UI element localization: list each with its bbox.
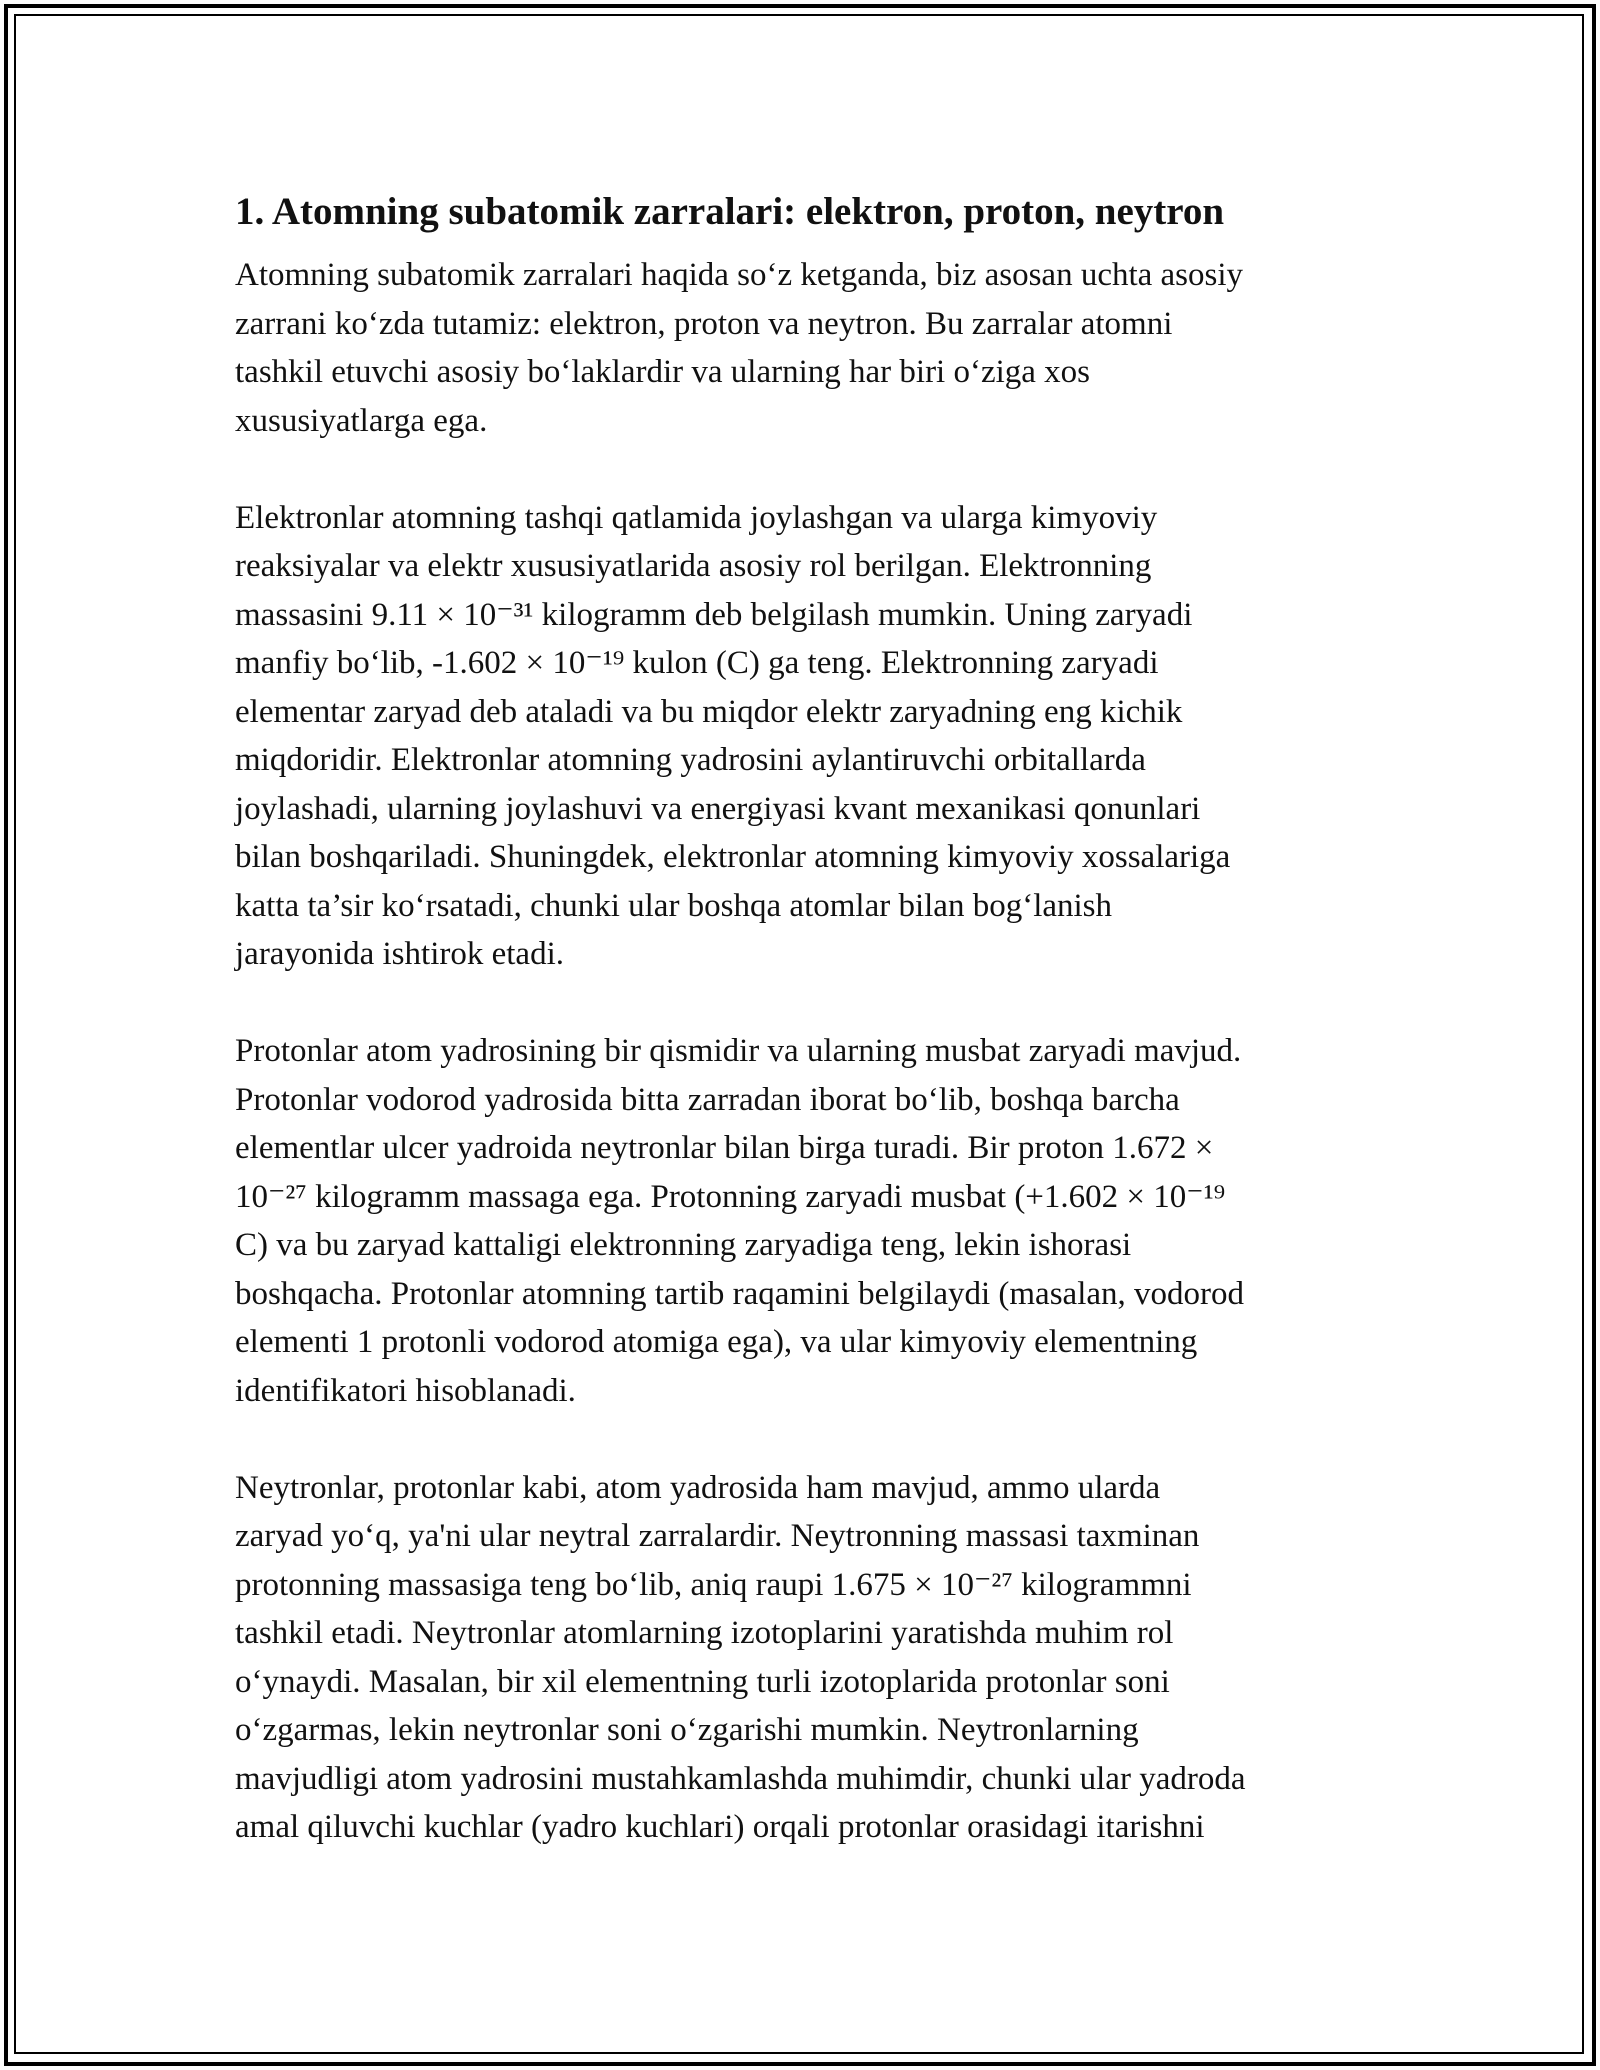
text-line: C) va bu zaryad kattaligi elektronning zaryadiga teng, lekin ishorasi <box>235 1227 1132 1263</box>
text-line: joylashadi, ularning joylashuvi va energiyasi kvant mexanikasi qonunlari <box>235 790 1201 827</box>
text-line: katta ta’sir ko‘rsatadi, chunki ular boshqa atomlar bilan bog‘lanish <box>235 887 1113 924</box>
text-line: 10⁻²⁷ kilogramm massaga ega. Protonning zaryadi musbat (+1.602 × 10⁻¹⁹ <box>235 1178 1226 1215</box>
text-line: elementlar ulcer yadroida neytronlar bilan birga turadi. Bir proton 1.672 × <box>235 1130 1214 1166</box>
text-line: boshqacha. Protonlar atomning tartib raqamini belgilaydi (masalan, vodorod <box>235 1275 1244 1312</box>
text-line: tashkil etuvchi asosiy bo‘laklardir va ularning har biri o‘ziga xos <box>235 354 1091 390</box>
text-line: reaksiyalar va elektr xususiyatlarida asosiy rol berilgan. Elektronning <box>235 548 1152 584</box>
document-body <box>235 187 1365 1900</box>
electron-paragraph <box>235 494 1365 979</box>
text-line: mavjudligi atom yadrosini mustahkamlashda muhimdir, chunki ular yadroda <box>235 1760 1246 1797</box>
text-line: Elektronlar atomning tashqi qatlamida joylashgan va ularga kimyoviy <box>235 499 1158 536</box>
text-line: tashkil etadi. Neytronlar atomlarning izotoplarini yaratishda muhim rol <box>235 1615 1174 1651</box>
text-line: Protonlar vodorod yadrosida bitta zarradan iborat bo‘lib, boshqa barcha <box>235 1081 1180 1118</box>
text-line: bilan boshqariladi. Shuningdek, elektronlar atomning kimyoviy xossalariga <box>235 839 1231 875</box>
text-line: protonning massasiga teng bo‘lib, aniq raupi 1.675 × 10⁻²⁷ kilogrammni <box>235 1566 1192 1603</box>
text-line: o‘zgarmas, lekin neytronlar soni o‘zgarishi mumkin. Neytronlarning <box>235 1712 1139 1748</box>
text-line: manfiy bo‘lib, -1.602 × 10⁻¹⁹ kulon (C) ga teng. Elektronning zaryadi <box>235 645 1159 681</box>
text-line: xususiyatlarga ega. <box>235 402 488 439</box>
text-line: zaryad yo‘q, ya'ni ular neytral zarralardir. Neytronning massasi taxminan <box>235 1518 1200 1554</box>
text-line: Protonlar atom yadrosining bir qismidir va ularning musbat zaryadi mavjud. <box>235 1033 1242 1069</box>
proton-paragraph <box>235 1027 1365 1415</box>
neutron-paragraph <box>235 1464 1365 1852</box>
text-line: elementi 1 protonli vodorod atomiga ega), va ular kimyoviy elementning <box>235 1324 1198 1360</box>
intro-paragraph <box>235 251 1365 445</box>
text-line: o‘ynaydi. Masalan, bir xil elementning turli izotoplarida protonlar soni <box>235 1663 1170 1700</box>
section-heading: 1. Atomning subatomik zarralari: elektron, proton, neytron <box>235 190 1225 233</box>
text-line: elementar zaryad deb ataladi va bu miqdor elektr zaryadning eng kichik <box>235 693 1183 730</box>
text-line: zarrani ko‘zda tutamiz: elektron, proton va neytron. Bu zarralar atomni <box>235 305 1173 342</box>
paragraphs-container <box>235 251 1365 1852</box>
text-line: massasini 9.11 × 10⁻³¹ kilogramm deb belgilash mumkin. Uning zaryadi <box>235 596 1193 633</box>
text-line: miqdoridir. Elektronlar atomning yadrosini aylantiruvchi orbitallarda <box>235 742 1146 778</box>
text-line: identifikatori hisoblanadi. <box>235 1372 576 1409</box>
text-line: amal qiluvchi kuchlar (yadro kuchlari) orqali protonlar orasidagi itarishni <box>235 1809 1205 1845</box>
text-line: Neytronlar, protonlar kabi, atom yadrosida ham mavjud, ammo ularda <box>235 1469 1161 1506</box>
text-line: Atomning subatomik zarralari haqida so‘z ketganda, biz asosan uchta asosiy <box>235 257 1244 293</box>
text-line: jarayonida ishtirok etadi. <box>235 936 564 972</box>
